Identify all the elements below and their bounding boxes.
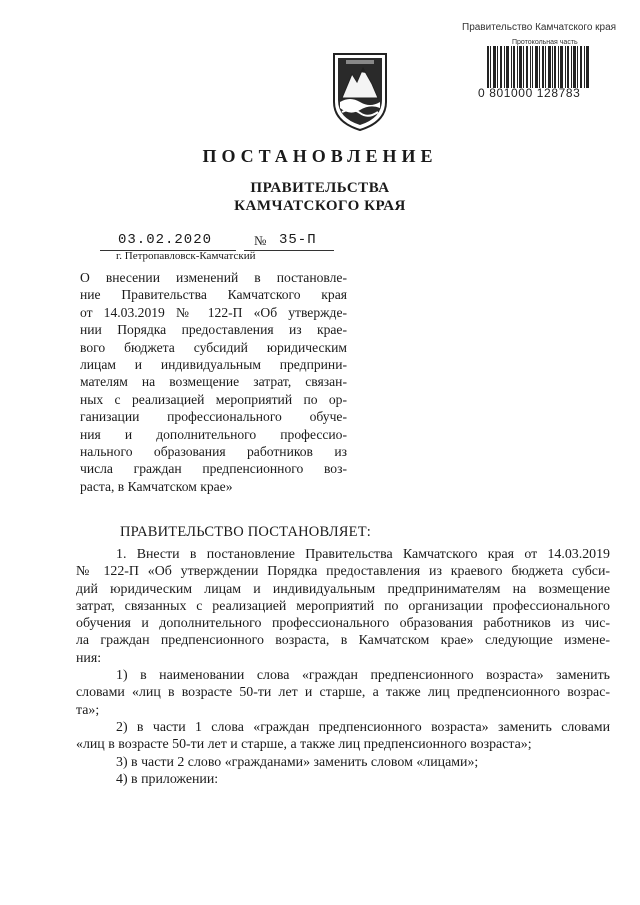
subject-line: мателям на возмещение затрат, связан- — [80, 374, 347, 390]
subject-line: ных с реализацией мероприятий по ор- — [80, 391, 347, 407]
issuer-line-1: ПРАВИТЕЛЬСТВА — [250, 180, 390, 196]
decree-heading: ПРАВИТЕЛЬСТВО ПОСТАНОВЛЯЕТ: — [120, 524, 372, 540]
body-line: ния: — [76, 650, 102, 666]
document-type-title: ПОСТАНОВЛЕНИЕ — [202, 146, 438, 166]
body-line: 1) в наименовании слова «граждан предпенсионного возраста» заменить — [116, 668, 610, 684]
subject-line: ганизации профессионального обуче- — [80, 409, 347, 425]
barcode — [487, 46, 589, 88]
issue-city: г. Петропавловск-Камчатский — [116, 250, 256, 262]
subject-line: вого бюджета субсидий юридическим — [80, 339, 347, 355]
body-line: 1. Внести в постановление Правительства Камчатского края от 14.03.2019 — [116, 547, 610, 562]
coat-of-arms-emblem — [330, 52, 390, 132]
document-date: 03.02.2020 — [118, 232, 213, 248]
body-line: 4) в приложении: — [116, 771, 219, 787]
registration-stamp-part: Протокольная часть — [512, 39, 578, 46]
subject-line: О внесении изменений в постановле- — [80, 270, 347, 285]
body-line: «лиц в возрасте 50-ти лет и старше, а также лиц предпенсионного возраста»; — [76, 737, 532, 753]
number-underline — [244, 250, 334, 251]
body-line: ла граждан предпенсионного возраста, в Камчатском крае» следующие измене- — [76, 633, 610, 649]
subject-line: от 14.03.2019 № 122-П «Об утвержде- — [80, 304, 347, 320]
subject-line: числа граждан предпенсионного воз- — [80, 461, 347, 477]
subject-line: ние Правительства Камчатского края — [80, 287, 347, 303]
subject-line: нального образования работников из — [80, 444, 347, 460]
document-number: 35-П — [279, 232, 317, 248]
subject-line: ния и дополнительного профессио- — [80, 426, 347, 442]
registration-stamp-organization: Правительство Камчатского края — [462, 22, 617, 33]
body-line: затрат, связанных с реализацией мероприятий по организации профессионального — [76, 598, 610, 614]
subject-line: лицам и индивидуальным предприни- — [80, 357, 347, 373]
barcode-number: 0 801000 128783 — [478, 86, 581, 100]
body-line: 3) в части 2 слово «гражданами» заменить словом «лицами»; — [116, 754, 479, 770]
subject-line: нии Порядка предоставления из крае- — [80, 322, 347, 338]
body-line: словами «лиц в возрасте 50-ти лет и старше, а также лиц предпенсионного возрас- — [76, 685, 610, 701]
body-line: дий юридическим лицам и индивидуальным предпринимателям на возмещение — [76, 581, 610, 597]
number-sign: № — [254, 233, 267, 248]
subject-line: раста, в Камчатском крае» — [80, 478, 233, 494]
document-subject — [80, 269, 347, 495]
issuer-line-2: КАМЧАТСКОГО КРАЯ — [234, 198, 406, 214]
body-line: № 122-П «Об утверждении Порядка предоставления из краевого бюджета субси- — [76, 564, 610, 580]
body-line: та»; — [76, 702, 100, 718]
document-body — [76, 546, 610, 788]
body-line: обучения и дополнительного профессионального образования работников из чис- — [76, 616, 610, 632]
body-line: 2) в части 1 слова «граждан предпенсионного возраста» заменить словами — [116, 719, 610, 735]
